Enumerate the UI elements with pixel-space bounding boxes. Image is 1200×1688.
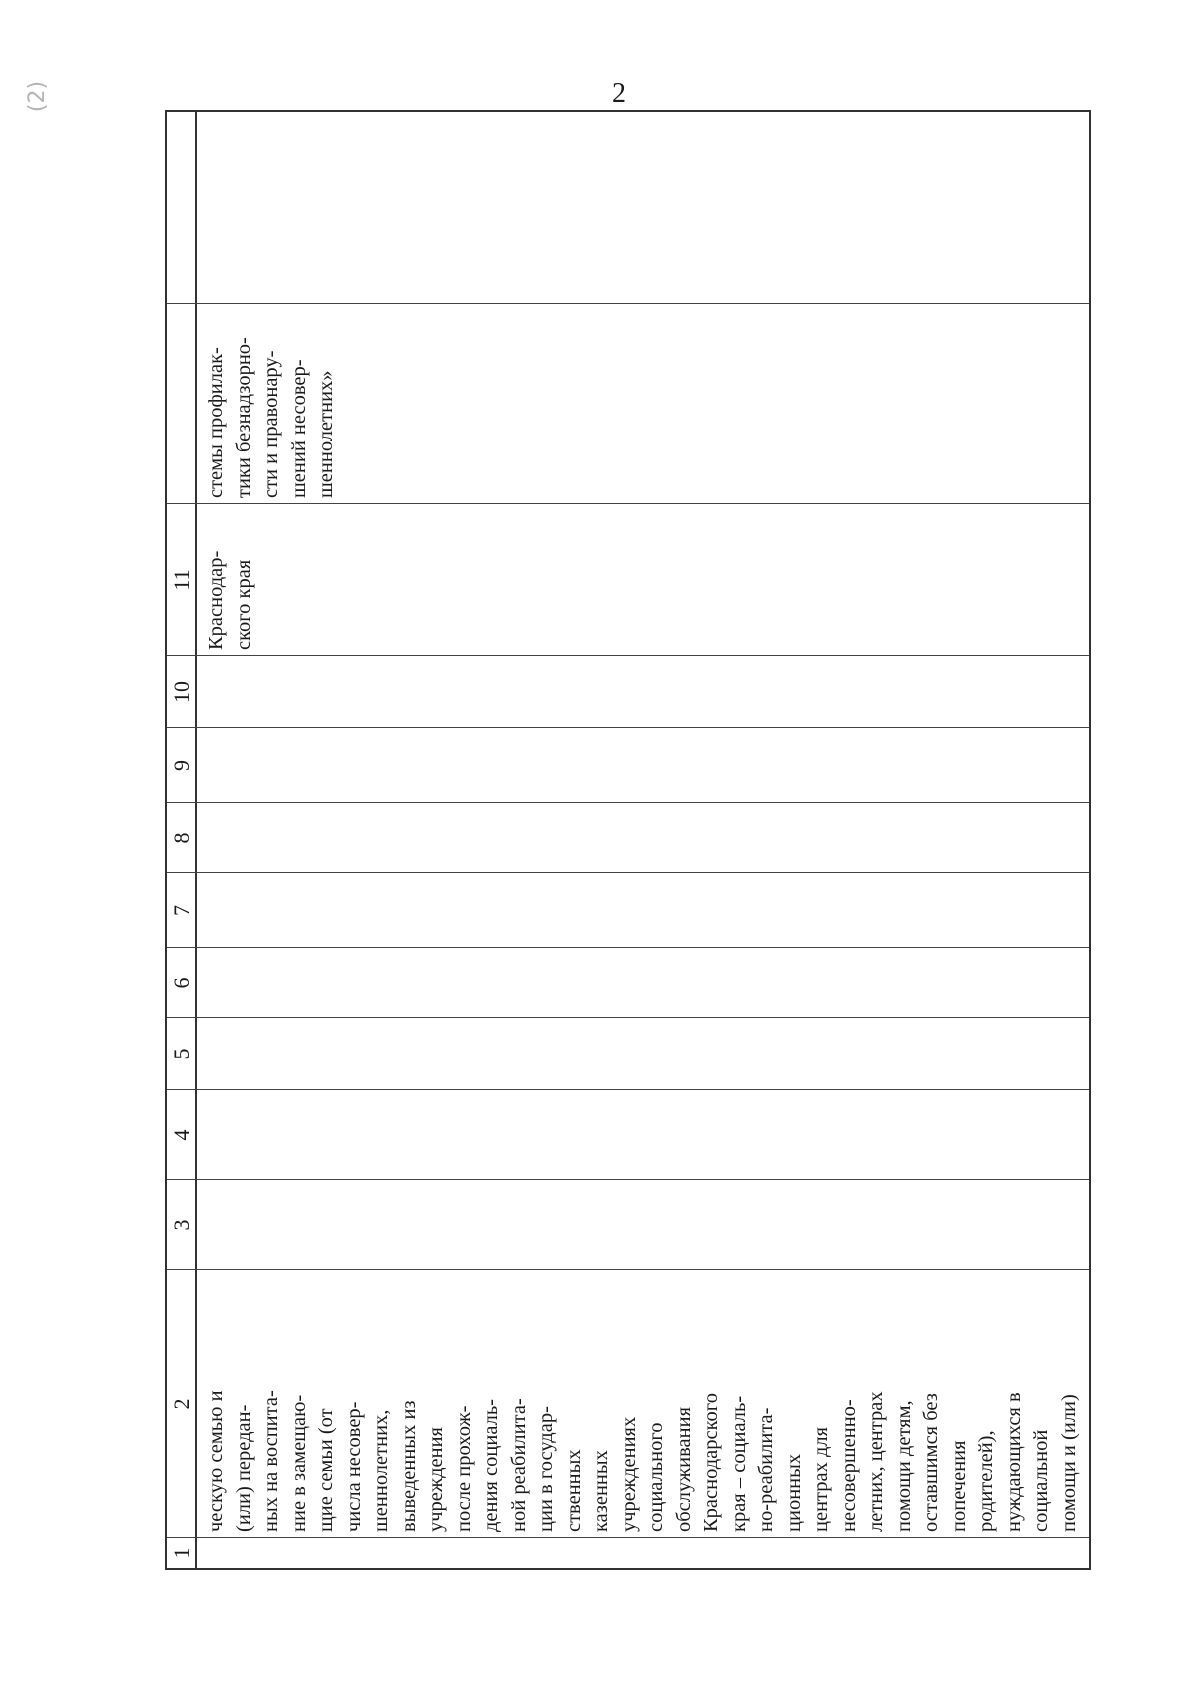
page-number: 2	[612, 78, 626, 109]
col-divider	[167, 1017, 1089, 1018]
col-divider	[167, 655, 1089, 656]
scan-mark: (2)	[25, 80, 51, 113]
header-col-3: 3	[169, 1219, 194, 1231]
header-col-5: 5	[169, 1048, 194, 1060]
cell-col-2-text: ческую семью и (или) передан- ных на воспита- ние в замещаю- щие семьи (от числа несовер- шеннолетних, выведенных из учреждения после прохож- дения социаль- ной реабилита- ции в государ- ственных казенных учреждениях социального обслуживания Краснодарского края – социаль- но-реабилита- ционных центрах для несовершенно- летних, центрах помощи детям, оставшимся без попечения родителей), нуждающихся в социальной помощи и (или)	[205, 1390, 1080, 1532]
header-col-8: 8	[169, 832, 194, 844]
table-header-row	[167, 112, 197, 1568]
header-col-7: 7	[169, 905, 194, 916]
header-col-12	[167, 304, 197, 504]
col-divider	[167, 727, 1089, 728]
col-divider	[167, 1179, 1089, 1180]
header-col-1: 1	[169, 1547, 194, 1559]
header-col-9: 9	[169, 760, 194, 771]
col-divider	[167, 503, 1089, 504]
col-divider	[167, 303, 1089, 304]
header-col-13	[167, 112, 197, 304]
header-col-11: 11	[169, 569, 194, 591]
col-divider	[167, 1537, 1089, 1538]
col-divider	[167, 872, 1089, 873]
header-col-2: 2	[169, 1398, 194, 1410]
table-rotated-layer	[167, 112, 1089, 1568]
header-col-6: 6	[169, 977, 194, 989]
table-body-row	[197, 112, 1089, 1568]
col-divider	[167, 1089, 1089, 1090]
header-col-10: 10	[169, 681, 194, 703]
table	[167, 112, 1089, 1568]
header-col-4: 4	[169, 1129, 194, 1141]
cell-col-11-text: Краснодар- ского края	[205, 550, 255, 650]
col-divider	[167, 947, 1089, 948]
col-divider	[167, 1269, 1089, 1270]
cell-col-12-text: стемы профилак- тики безнадзорно- сти и правонару- шений несовер- шеннолетних»	[205, 337, 337, 498]
rotated-table	[165, 110, 1091, 1570]
col-divider	[167, 802, 1089, 803]
